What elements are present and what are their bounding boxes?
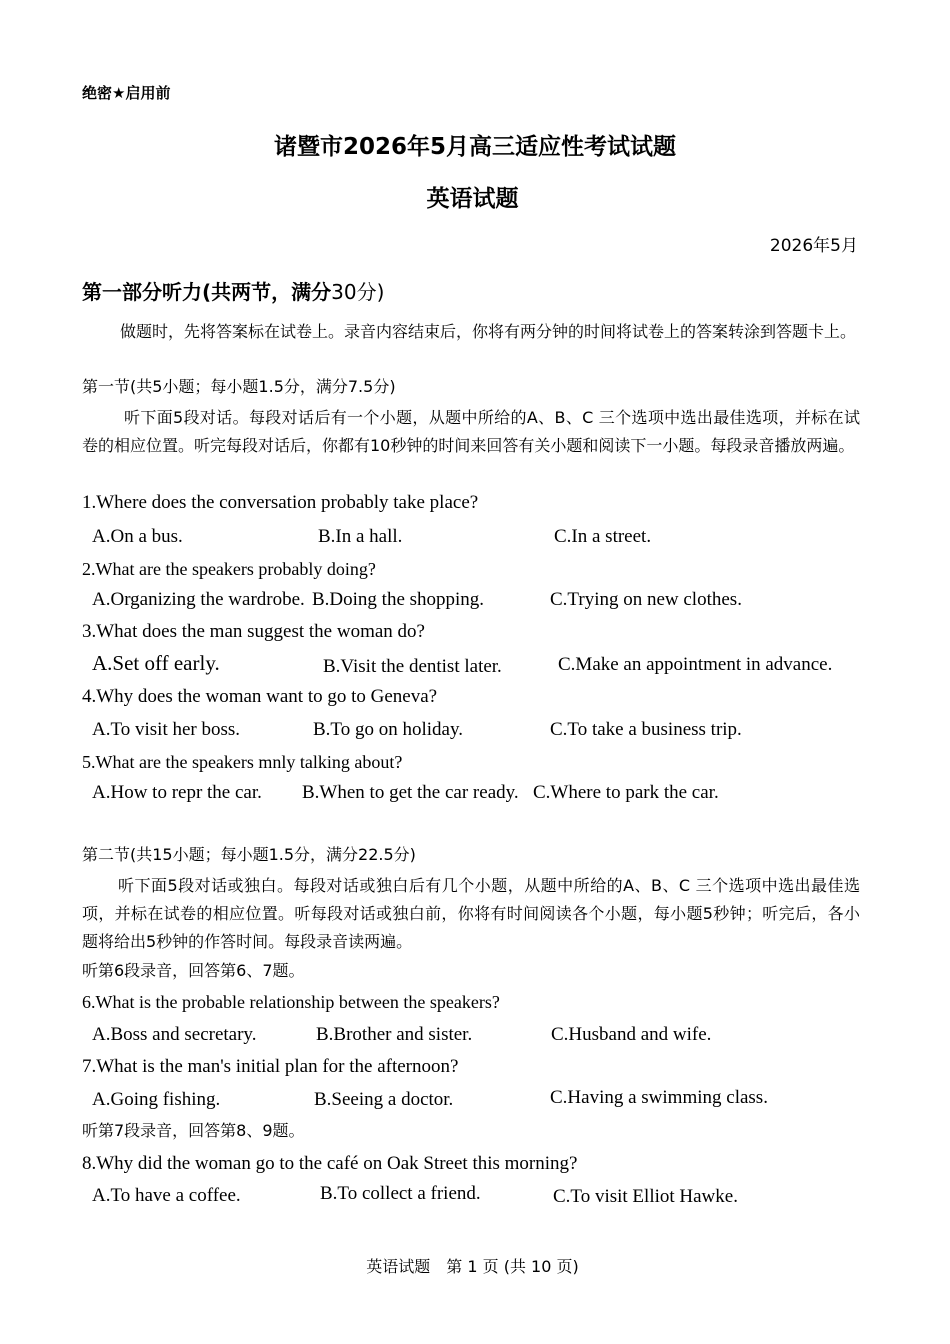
q5-option-a: A.How to repr the car. (92, 782, 262, 803)
section1-instructions: 听下面5段对话。每段对话后有一个小题，从题中所给的A、B、C 三个选项中选出最佳选项，并标在试卷的相应位置。听完每段对话后，你都有10秒钟的时间来回答有关小题和阅读下一小题。每段录音播放两遍。 (82, 408, 860, 455)
q4-option-b: B.To go on holiday. (313, 719, 463, 740)
section2-note-7: 听第7段录音，回答第8、9题。 (82, 1121, 305, 1140)
section2-heading: 第二节(共15小题；每小题1.5分，满分22.5分) (82, 845, 416, 864)
part1-heading (82, 276, 384, 305)
q7-option-b: B.Seeing a doctor. (314, 1089, 454, 1110)
q2-option-c: C.Trying on new clothes. (550, 589, 742, 610)
section2-note-6: 听第6段录音，回答第6、7题。 (82, 961, 305, 980)
q3-option-c: C.Make an appointment in advance. (558, 654, 833, 675)
question-4: 4.Why does the woman want to go to Geneva? (82, 686, 438, 707)
q1-option-a: A.On a bus. (92, 526, 183, 547)
q6-option-c: C.Husband and wife. (551, 1024, 712, 1045)
section2-instructions: 听下面5段对话或独白。每段对话或独白后有几个小题，从题中所给的A、B、C 三个选项中选出最佳选项，并标在试卷的相应位置。听每段对话或独白前，你将有时间阅读各个小题，每小题5秒钟；听完后，各小题将给出5秒钟的作答时间。每段录音读两遍。 (82, 876, 860, 951)
exam-title: 诸暨市2026年5月高三适应性考试试题 (273, 134, 677, 160)
q1-option-c: C.In a street. (554, 526, 652, 547)
q8-option-a: A.To have a coffee. (92, 1185, 241, 1206)
q4-option-c: C.To take a business trip. (550, 719, 742, 740)
question-3: 3.What does the man suggest the woman do? (82, 621, 425, 642)
question-2: 2.What are the speakers probably doing? (82, 559, 376, 579)
part1-heading-score: 30分) (331, 280, 385, 304)
section1-heading: 第一节(共5小题；每小题1.5分，满分7.5分) (82, 377, 396, 396)
question-8: 8.Why did the woman go to the café on Oak Street this morning? (82, 1153, 578, 1174)
part1-heading-bold: 第一部分听力(共两节，满分 (82, 280, 332, 304)
q5-option-b: B.When to get the car ready. (302, 782, 519, 803)
q2-option-a: A.Organizing the wardrobe. (92, 589, 305, 610)
q5-option-c: C.Where to park the car. (533, 782, 719, 803)
question-5: 5.What are the speakers mnly talking about? (82, 752, 403, 772)
q7-option-c: C.Having a swimming class. (550, 1087, 768, 1108)
q8-option-b: B.To collect a friend. (320, 1183, 481, 1204)
q3-option-a: A.Set off early. (92, 651, 220, 675)
q3-option-b: B.Visit the dentist later. (323, 656, 502, 677)
question-1: 1.Where does the conversation probably take place? (82, 492, 479, 513)
subject-title: 英语试题 (426, 186, 519, 212)
part1-instructions: 做题时，先将答案标在试卷上。录音内容结束后，你将有两分钟的时间将试卷上的答案转涂到答题卡上。 (120, 322, 857, 341)
q2-option-b: B.Doing the shopping. (312, 589, 485, 610)
question-7: 7.What is the man's initial plan for the afternoon? (82, 1056, 459, 1077)
q4-option-a: A.To visit her boss. (92, 719, 241, 740)
confidential-label: 绝密★启用前 (82, 84, 171, 102)
q7-option-a: A.Going fishing. (92, 1089, 221, 1110)
q6-option-b: B.Brother and sister. (316, 1024, 473, 1045)
page-footer: 英语试题 第 1 页 (共 10 页) (366, 1257, 579, 1276)
q8-option-c: C.To visit Elliot Hawke. (553, 1186, 738, 1207)
q6-option-a: A.Boss and secretary. (92, 1024, 257, 1045)
exam-date: 2026年5月 (769, 236, 858, 256)
q1-option-b: B.In a hall. (318, 526, 403, 547)
question-6: 6.What is the probable relationship between the speakers? (82, 992, 500, 1012)
